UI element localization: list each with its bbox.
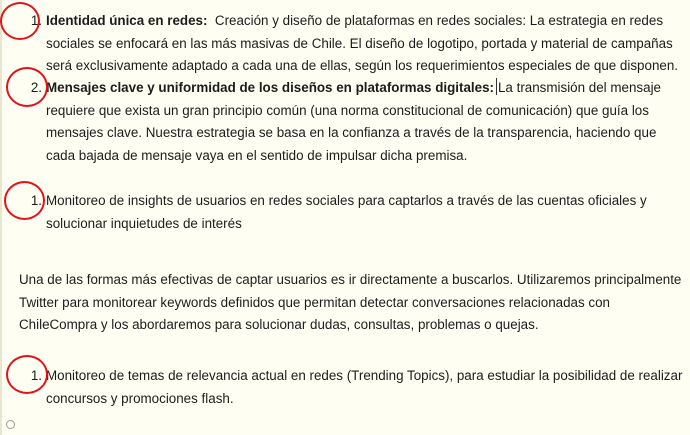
annotation-circle — [6, 355, 48, 394]
list-number: 1. — [30, 13, 42, 28]
left-margin-bar — [0, 0, 2, 435]
list-item-mensajes[interactable] — [30, 77, 686, 167]
annotation-circle — [4, 181, 45, 220]
small-ring-icon — [6, 420, 15, 429]
list-number: 2. — [30, 80, 42, 95]
annotation-circle — [6, 67, 48, 107]
list-number: 1. — [30, 193, 42, 208]
list-item-monitoreo-insights[interactable] — [30, 190, 686, 235]
list-item-text: Monitoreo de insights de usuarios en redes sociales para captarlos a través de las cuentas oficiales y solucionar inquietudes de interés — [46, 193, 647, 231]
list-number: 1. — [30, 368, 42, 383]
list-item-title: Mensajes clave y uniformidad de los diseños en plataformas digitales: — [46, 80, 494, 95]
text-cursor — [496, 78, 497, 95]
list-item-text: Creación y diseño de plataformas en redes sociales: La estrategia en redes sociales se enfocará en las más masivas de Chile. El diseño de logotipo, portada y material de campañas será exclusivamente adaptado a cada una de ellas, según los requerimientos especiales de que disponen. — [46, 13, 679, 73]
list-item-identidad[interactable] — [30, 10, 686, 78]
list-item-text: La transmisión del mensaje requiere que exista un gran principio común (una norma constitucional de comunicación) que guía los mensajes clave. Nuestra estrategia se basa en la confianza a través de la transparencia, haciendo que cada bajada de mensaje vaya en el sentido de impulsar dicha premisa. — [46, 80, 661, 163]
list-item-text: Monitoreo de temas de relevancia actual en redes (Trending Topics), para estudiar la posibilidad de realizar concursos y promociones flash. — [46, 368, 683, 406]
body-paragraph[interactable]: Una de las formas más efectivas de captar usuarios es ir directamente a buscarlos. Utilizaremos principalmente Twitter para monitorear keywords definidos que permitan detectar conversaciones relacionadas con ChileCompra y los abordaremos para solucionar dudas, consultas, problemas o quejas. — [19, 272, 682, 332]
list-item-title: Identidad única en redes: — [46, 13, 208, 28]
annotation-circle — [0, 2, 40, 40]
list-item-monitoreo-trending[interactable] — [30, 365, 686, 410]
